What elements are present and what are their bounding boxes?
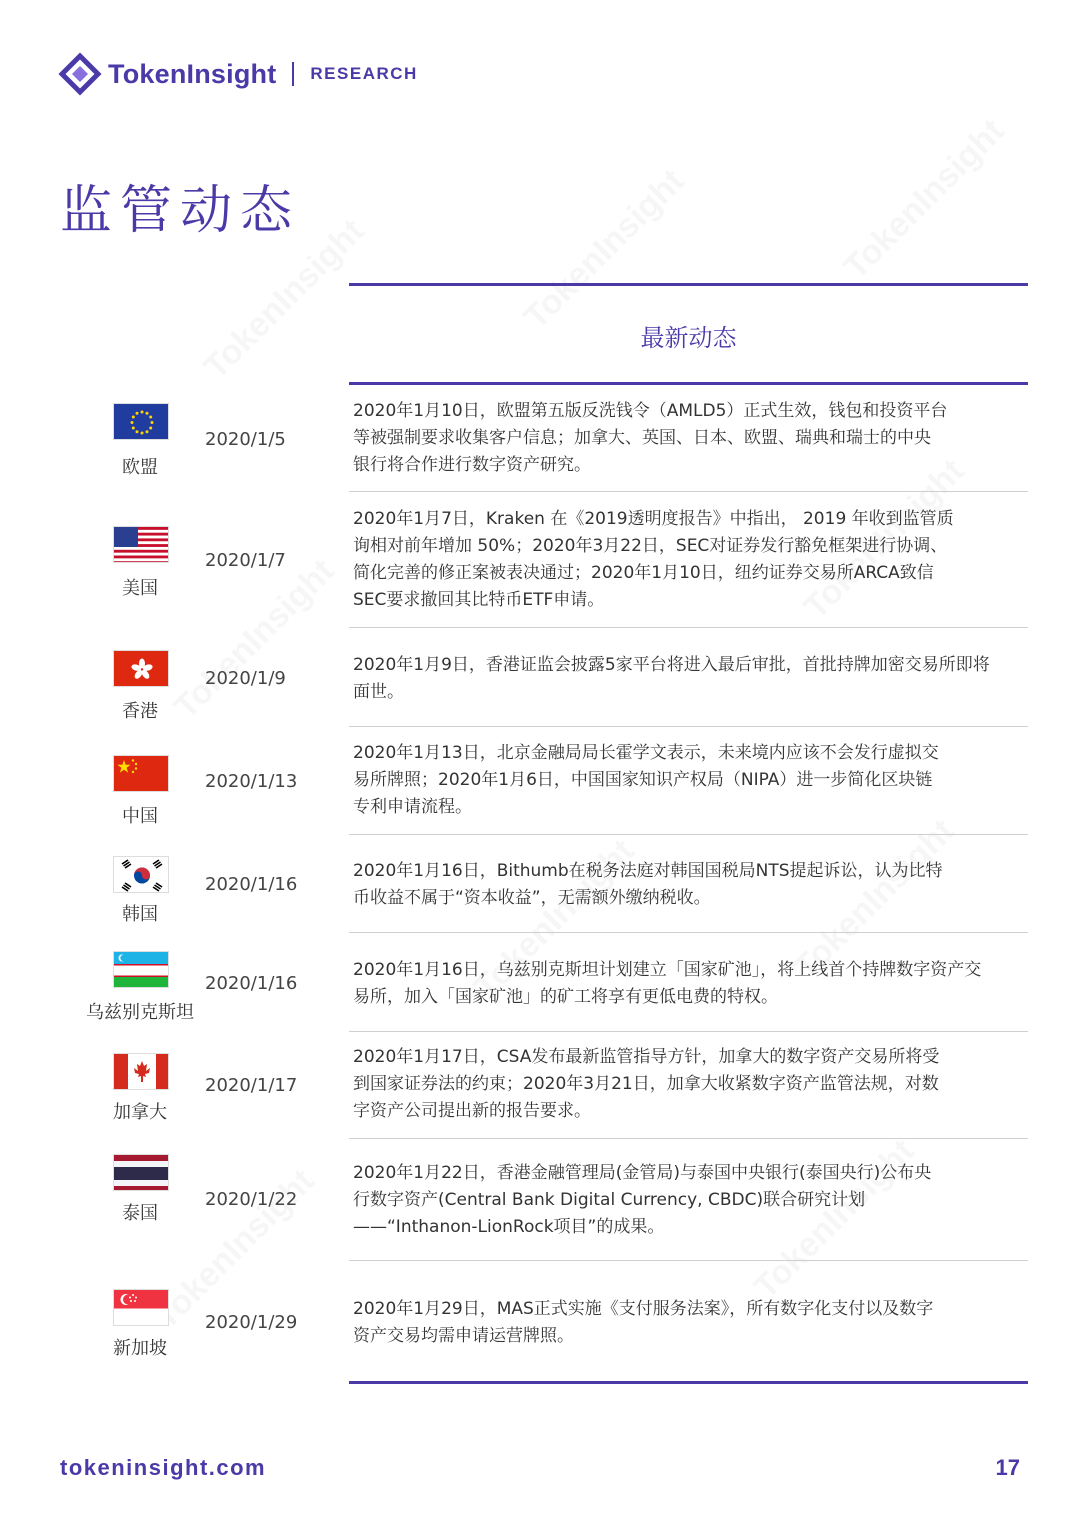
country-name: 欧盟 [122,457,158,478]
event-description: 2020年1月16日，Bithumb在税务法庭对韩国国税局NTS提起诉讼，认为比特 币收益不属于“资本收益”，无需额外缴纳税收。 [353,861,943,908]
page-number: 17 [995,1455,1020,1480]
row-divider [349,1138,1028,1139]
tokeninsight-logo-icon [58,52,102,96]
event-date: 2020/1/16 [205,874,298,895]
hk-flag-icon [113,650,169,687]
event-description: 2020年1月22日，香港金融管理局(金管局)与泰国中央银行(泰国央行)公布央 行数字资产(Central Bank Digital Currency, CBDC)联合研究计划 ——“Inthanon-LionRock项目”的成果。 [353,1163,932,1237]
country-name: 香港 [122,701,158,722]
event-date: 2020/1/9 [205,668,286,689]
eu-flag-icon [113,403,169,440]
header [58,52,418,96]
column-title: 最新动态 [640,324,737,352]
event-description: 2020年1月10日，欧盟第五版反洗钱令（AMLD5）正式生效，钱包和投资平台 等被强制要求收集客户信息；加拿大、英国、日本、欧盟、瑞典和瑞士的中央 银行将合作进行数字资产研究。 [353,401,948,475]
event-date: 2020/1/5 [205,429,286,450]
page-title: 监管动态 [60,181,301,241]
section-label: RESEARCH [310,64,418,83]
event-date: 2020/1/17 [205,1075,298,1096]
watermark-text [837,112,1012,287]
row-divider [349,1260,1028,1261]
cn-flag-icon [113,755,169,792]
th-flag-icon [113,1154,169,1191]
kr-flag-icon [113,856,169,893]
country-name: 乌兹别克斯坦 [86,1002,194,1023]
event-description: 2020年1月7日，Kraken 在《2019透明度报告》中指出， 2019 年收到监管质 询相对前年增加 50%；2020年3月22日，SEC对证券发行豁免框架进行协调、 简化完善的修正案被表决通过；2020年1月10日，纽约证券交易所ARCA致信 SEC要求撤回其比特币ETF申请。 [353,509,954,610]
country-name: 新加坡 [113,1338,167,1359]
country-name: 美国 [122,578,158,599]
footer-url-link[interactable]: tokeninsight.com [60,1455,267,1480]
row-divider [349,726,1028,727]
event-date: 2020/1/13 [205,771,298,792]
country-name: 韩国 [122,904,158,925]
event-date: 2020/1/7 [205,550,286,571]
table-bottom-rule [349,1381,1028,1384]
event-description: 2020年1月9日，香港证监会披露5家平台将进入最后审批，首批持牌加密交易所即将 面世。 [353,655,990,702]
event-date: 2020/1/29 [205,1312,298,1333]
table-header-rule [349,382,1028,385]
us-flag-icon [113,526,169,563]
row-divider [349,1031,1028,1032]
header-divider [292,62,294,86]
country-name: 泰国 [122,1203,158,1224]
brand-name: TokenInsight [108,58,277,89]
row-divider [349,491,1028,492]
row-divider [349,834,1028,835]
watermark-text [517,162,692,337]
sg-flag-icon [113,1289,169,1326]
country-name: 中国 [122,806,158,827]
country-name: 加拿大 [113,1102,167,1123]
ca-flag-icon [113,1053,169,1090]
uz-flag-icon [113,951,169,988]
table-top-rule [349,283,1028,286]
row-divider [349,932,1028,933]
event-description: 2020年1月16日，乌兹别克斯坦计划建立「国家矿池」，将上线首个持牌数字资产交 易所，加入「国家矿池」的矿工将享有更低电费的特权。 [353,960,982,1007]
event-date: 2020/1/22 [205,1189,298,1210]
event-description: 2020年1月13日，北京金融局局长霍学文表示，未来境内应该不会发行虚拟交 易所牌照；2020年1月6日，中国国家知识产权局（NIPA）进一步简化区块链 专利申请流程。 [353,743,939,817]
event-description: 2020年1月17日，CSA发布最新监管指导方针，加拿大的数字资产交易所将受 到国家证券法的约束；2020年3月21日，加拿大收紧数字资产监管法规，对数 字资产公司提出新的报告要求。 [353,1047,940,1121]
row-divider [349,627,1028,628]
event-date: 2020/1/16 [205,973,298,994]
event-description: 2020年1月29日，MAS正式实施《支付服务法案》，所有数字化支付以及数字 资产交易均需申请运营牌照。 [353,1299,934,1346]
